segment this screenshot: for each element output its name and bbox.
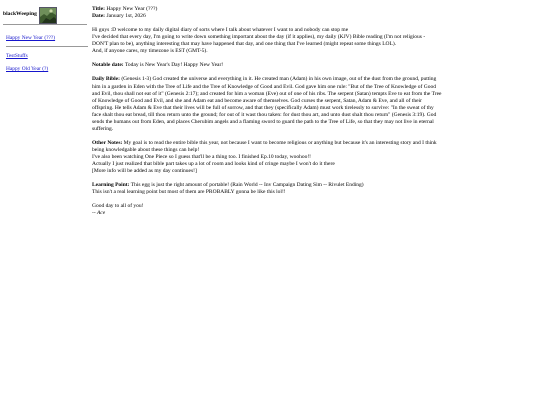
title-label: Title: [92,6,105,12]
other-notes-line: Actually I just realized that bible part takes up a lot of room and looks kind of cringe maybe I won't do it there [92,160,335,167]
sidebar-nav [3,35,87,73]
intro-line: And, if anyone cares, my timezone is EST (GMT-5). [92,48,208,55]
daily-bible-label: Daily Bible: [92,76,120,83]
site-name[interactable]: blackWeeping [3,11,37,18]
other-notes-line: [More info will be added as my day continues!] [92,167,197,174]
learning-point-section [92,182,442,196]
other-notes-line: My goal is to read the entire bible this year, not because I want to become religious or anything but because it's an interesting story and I think being knowledgable about these things can help! [92,139,437,153]
intro-line: I've decided that every day, I'm going to write down something important about the day (if it applies), my daily (KJV) Bible reading (I'm not religious - DON'T plan to be), anything interesting that may have happened that day, and one thing that I've learned (might repeat some things LOL). [92,34,426,48]
site-brand[interactable] [3,6,87,25]
post-title: Happy New Year (???) [106,6,158,12]
notable-date-text: Today is New Year's Day! Happy New Year! [124,62,224,69]
nav-link-teststuffs[interactable]: TestStuffs [6,52,28,59]
other-notes-label: Other Notes: [92,139,123,146]
notable-date-label: Notable date: [92,62,124,69]
learning-point-label: Learning Point: [92,181,130,188]
intro-line: Hi guys :D welcome to my daily digital diary of sorts where I talk about whatever I want to and nobody can stop me [92,27,349,34]
sidebar [3,6,87,73]
learning-point-line: This isn't a real learning point but most of them are PROBABLY gonna be like this lol!! [92,188,286,195]
signature: -- Ace [92,209,106,216]
site-logo-image [39,7,57,24]
post-date-line [92,13,442,20]
post-content [92,6,442,217]
date-label: Date: [92,13,106,20]
post-date: January 1st, 2026 [106,13,146,20]
other-notes-line: I've also been watching One Piece so I guess that'll be a thing too. I finished Ep.10 today, woohoo!! [92,153,311,160]
post-title-line [92,6,442,13]
nav-divider [6,46,88,47]
intro-paragraph [92,27,442,55]
closing-text: Good day to all of you! [92,202,144,209]
nav-link-happy-old-year[interactable]: Happy Old Year (?) [6,65,49,72]
learning-point-line: This egg is just the right amount of portable! (Rain World -- Inv Campaign Dating Sim -- Rivulet Ending) [130,181,364,188]
closing-section [92,203,442,217]
notable-date-section [92,62,442,69]
daily-bible-section [92,76,442,132]
other-notes-section [92,140,442,175]
daily-bible-text: (Genesis 1-3) God created the universe and everything in it. He created man (Adam) in his own image, out of the dust from the ground, putting him in a garden in Eden with the Tree of Life and the Tree of Knowledge of Good and Evil. God gave him one rule: "But of the Tree of Knowledge of Good and Evil, thou shall not eat of it" (Genesis 2:17); and created for him a woman (Eve) out of one of his ribs. The serpent (Satan) tempts Eve to eat from the Tree of Knowledge of Good and Evil, and she and Adam eat and become aware of themselves. God curses the serpent, Satan, Adam & Eve, and all of their offspring. He tells Adam & Eve that their lives will be full of sorrow, and that they (specifically Adam) must work tirelessly to survive: "In the sweat of thy face shalt thou eat bread, till thou return unto the ground; for out of it wast thou taken: for dust thou art, and unto dust shalt thou return" (Genesis 3:19). God sends the humans out from Eden, and places Cherubim angels and a flaming sword to guard the path to the Tree of Life, so that they may not live in eternal suffering. [92,76,442,132]
nav-link-happy-new-year[interactable]: Happy New Year (???) [6,35,56,41]
